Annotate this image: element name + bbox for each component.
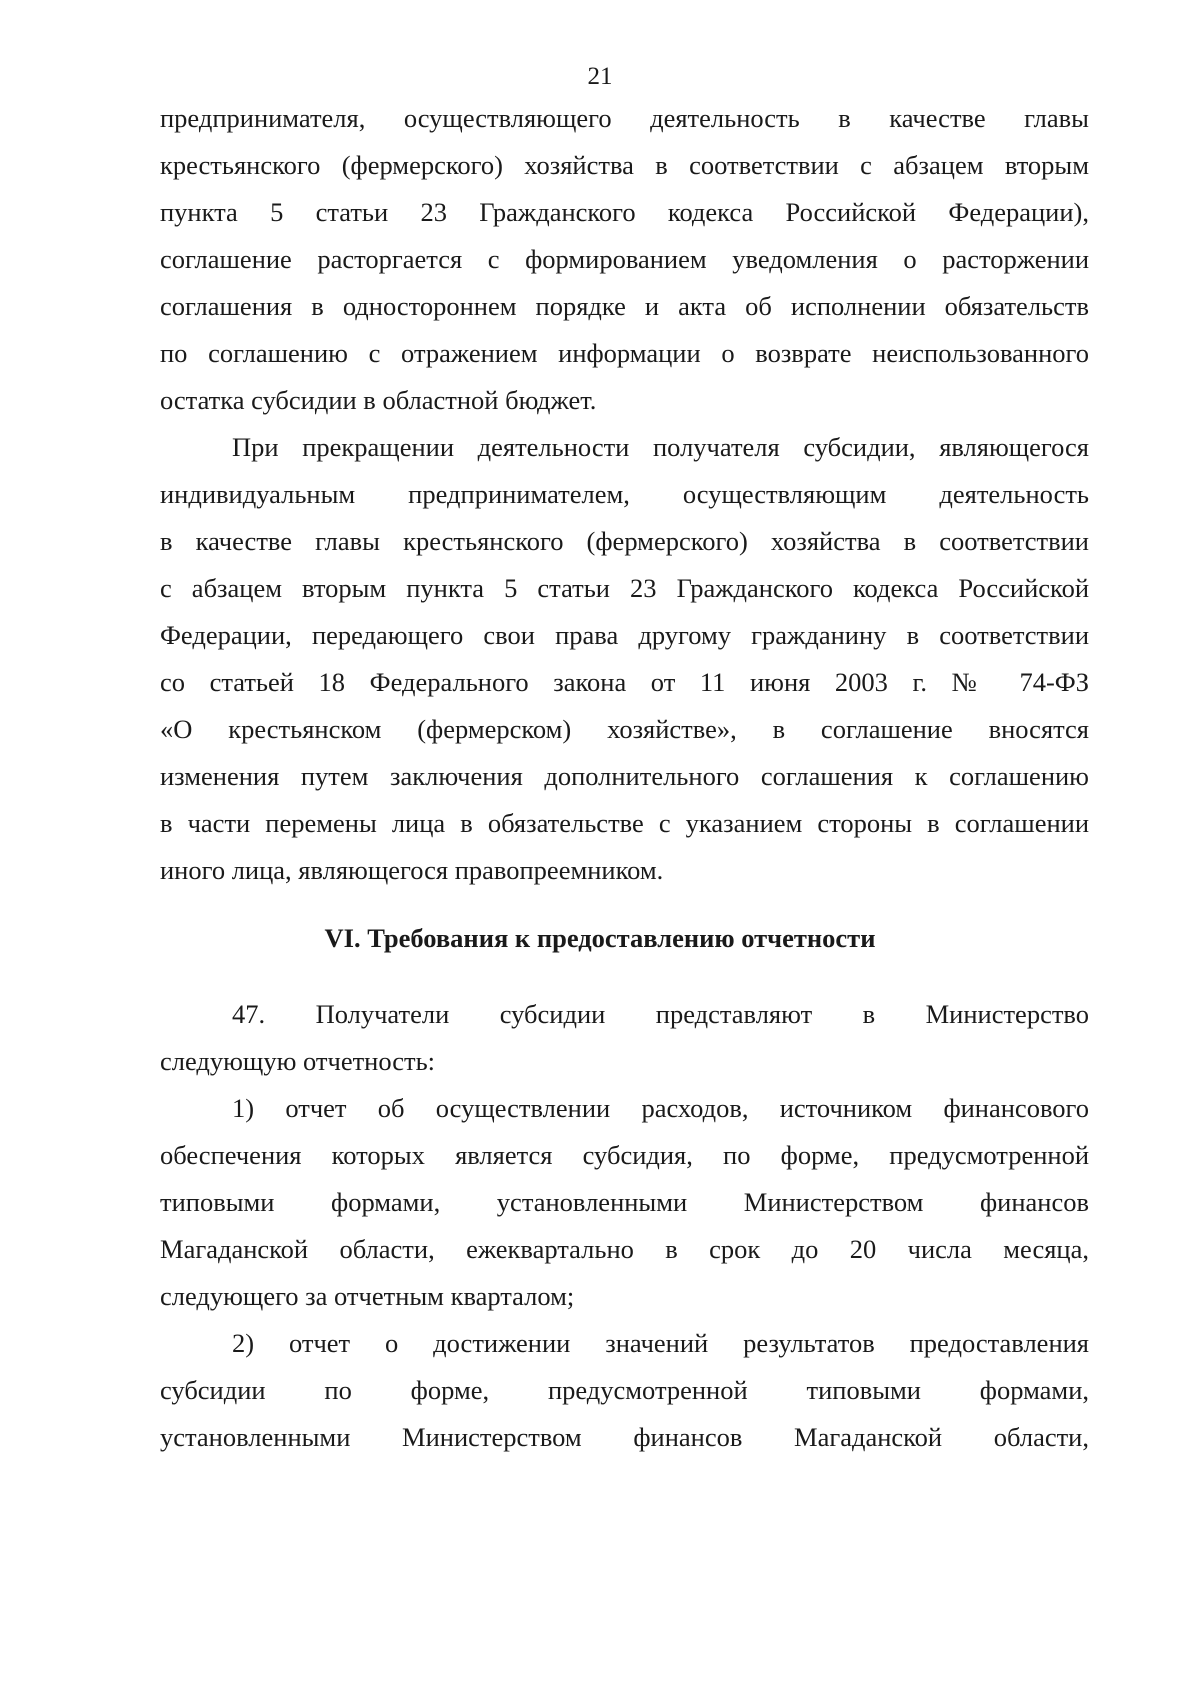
text-line: иного лица, являющегося правопреемником. bbox=[160, 855, 664, 885]
text-line: изменения путем заключения дополнительного соглашения к соглашению bbox=[160, 761, 1089, 791]
text-line: в части перемены лица в обязательстве с указанием стороны в соглашении bbox=[160, 808, 1089, 838]
text-line: следующую отчетность: bbox=[160, 1046, 436, 1076]
text-line: индивидуальным предпринимателем, осуществляющим деятельность bbox=[160, 479, 1089, 509]
text-line: субсидии по форме, предусмотренной типовыми формами, bbox=[160, 1375, 1089, 1405]
text-line: обеспечения которых является субсидия, по форме, предусмотренной bbox=[160, 1140, 1089, 1170]
text-line: При прекращении деятельности получателя субсидии, являющегося bbox=[232, 432, 1089, 462]
text-line: 1) отчет об осуществлении расходов, источником финансового bbox=[232, 1093, 1089, 1123]
text-line: «О крестьянском (фермерском) хозяйстве», в соглашение вносятся bbox=[160, 714, 1089, 744]
text-line: Федерации, передающего свои права другому гражданину в соответствии bbox=[160, 620, 1089, 650]
text-line: по соглашению с отражением информации о возврате неиспользованного bbox=[160, 338, 1089, 368]
text-line: установленными Министерством финансов Магаданской области, bbox=[160, 1422, 1089, 1452]
text-line: соглашение расторгается с формированием уведомления о расторжении bbox=[160, 244, 1089, 274]
text-line: в качестве главы крестьянского (фермерского) хозяйства в соответствии bbox=[160, 526, 1089, 556]
text-line: с абзацем вторым пункта 5 статьи 23 Гражданского кодекса Российской bbox=[160, 573, 1089, 603]
text-line: пункта 5 статьи 23 Гражданского кодекса Российской Федерации), bbox=[160, 197, 1089, 227]
text-line: следующего за отчетным кварталом; bbox=[160, 1281, 575, 1311]
section-heading: VI. Требования к предоставлению отчетности bbox=[324, 923, 876, 953]
text-line: предпринимателя, осуществляющего деятельность в качестве главы bbox=[160, 103, 1089, 133]
text-line: 47. Получатели субсидии представляют в Министерство bbox=[232, 999, 1089, 1029]
page-number: 21 bbox=[587, 63, 613, 90]
text-line: остатка субсидии в областной бюджет. bbox=[160, 385, 597, 415]
text-line: со статьей 18 Федерального закона от 11 июня 2003 г. № 74-ФЗ bbox=[160, 667, 1089, 697]
text-line: типовыми формами, установленными Министерством финансов bbox=[160, 1187, 1089, 1217]
text-line: соглашения в одностороннем порядке и акта об исполнении обязательств bbox=[160, 291, 1089, 321]
text-line: крестьянского (фермерского) хозяйства в соответствии с абзацем вторым bbox=[160, 150, 1089, 180]
text-line: Магаданской области, ежеквартально в срок до 20 числа месяца, bbox=[160, 1234, 1089, 1264]
text-line: 2) отчет о достижении значений результатов предоставления bbox=[232, 1328, 1089, 1358]
